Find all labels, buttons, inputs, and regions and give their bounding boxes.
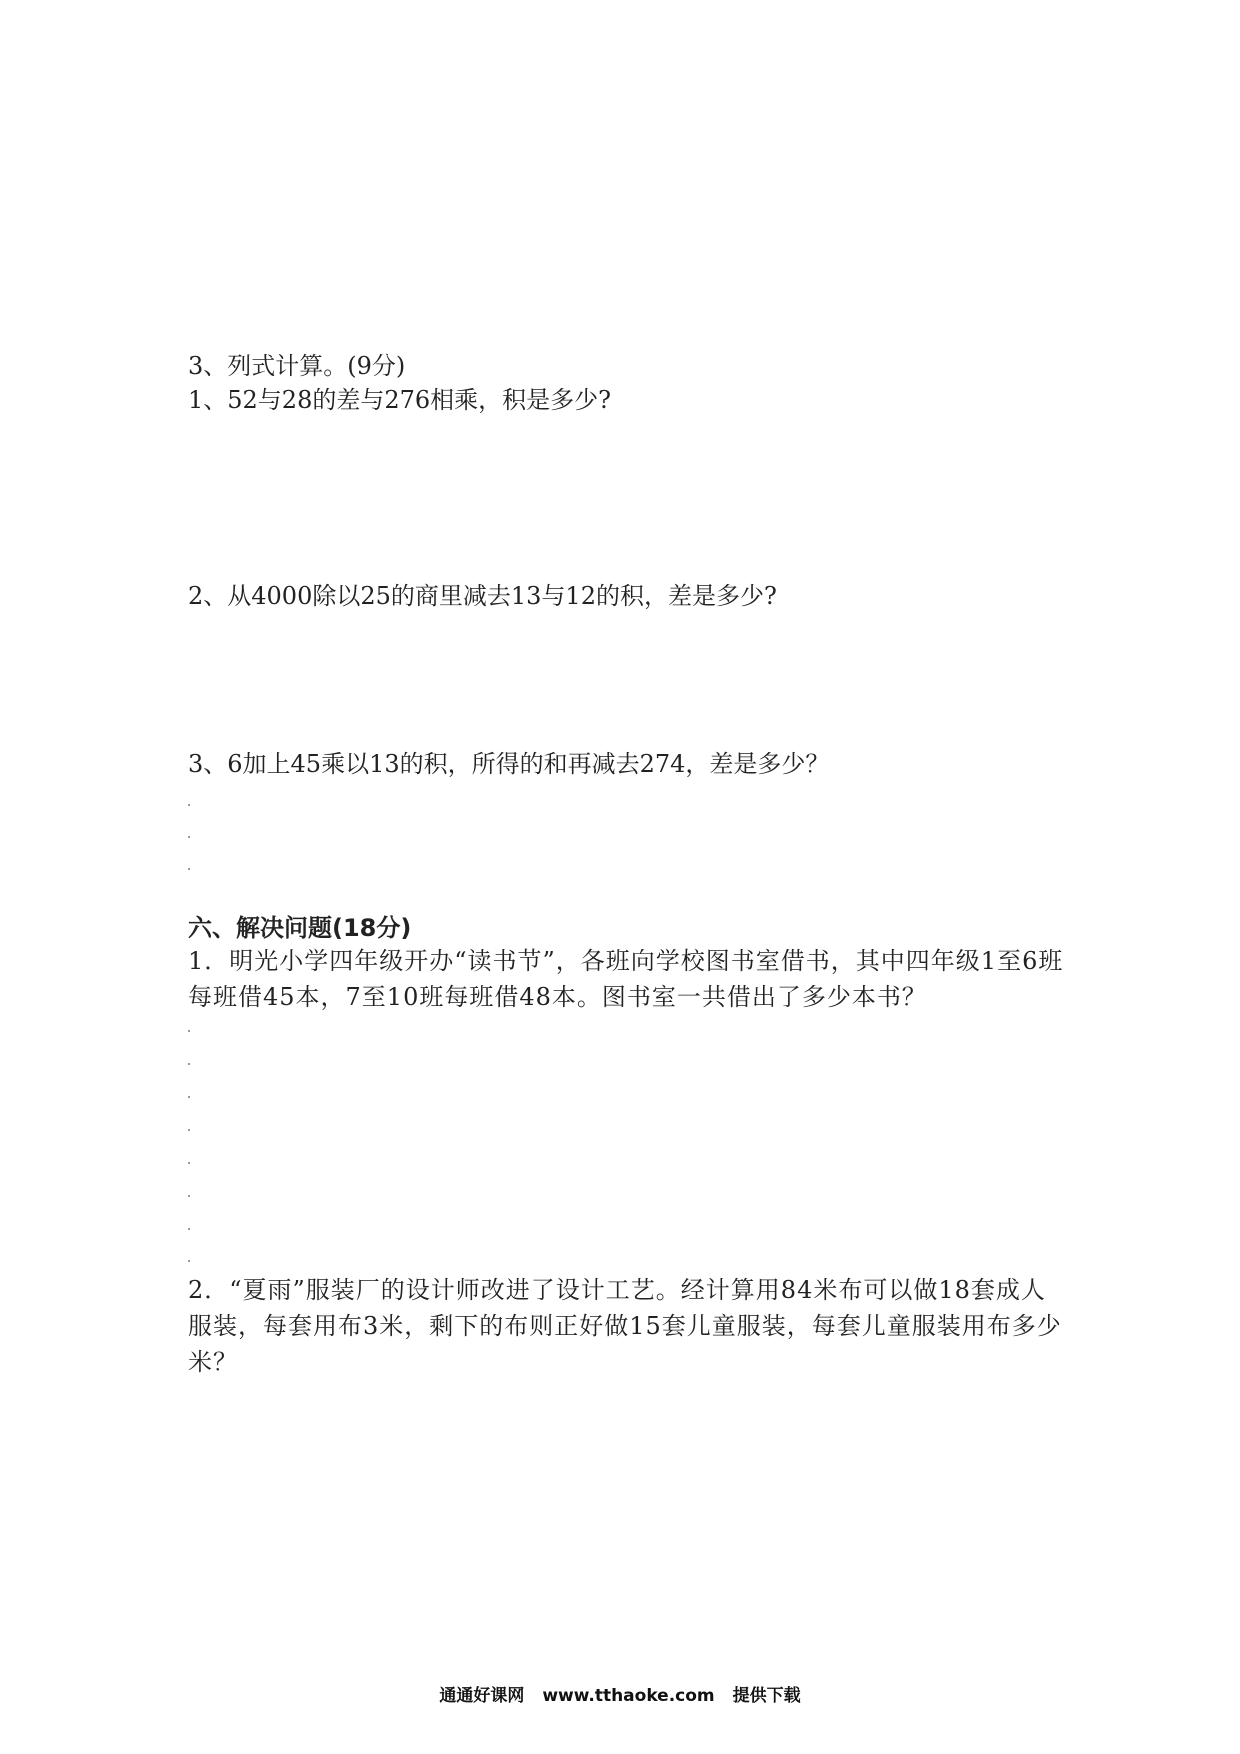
problem-2: 2．“夏雨”服装厂的设计师改进了设计工艺。经计算用84米布可以做18套成人服装，每套用布3米，剩下的布则正好做15套儿童服装，每套儿童服装用布多少米？: [188, 1276, 1062, 1376]
section-6-title: 六、解决问题(18分): [188, 914, 412, 942]
blank-line-marker: [188, 868, 190, 870]
footer-tail: 提供下载: [732, 1686, 801, 1706]
question-2: 2、从4000除以25的商里减去13与12的积，差是多少?: [188, 582, 777, 610]
blank-line-marker: [188, 836, 190, 838]
footer-url: www.tthaoke.com: [542, 1686, 715, 1706]
blank-line-marker: [188, 1260, 190, 1262]
footer-site: 通通好课网: [439, 1686, 525, 1706]
blank-line-marker: [188, 1096, 190, 1098]
question-1: 1、52与28的差与276相乘，积是多少?: [188, 386, 612, 414]
question-3: 3、6加上45乘以13的积，所得的和再减去274，差是多少？: [188, 750, 830, 778]
blank-line-marker: [188, 1129, 190, 1131]
blank-line-marker: [188, 1195, 190, 1197]
section-3-title: 3、列式计算。(9分): [188, 352, 406, 380]
blank-line-marker: [188, 1063, 190, 1065]
problem-1: 1．明光小学四年级开办“读书节”，各班向学校图书室借书，其中四年级1至6班每班借45本，7至10班每班借48本。图书室一共借出了多少本书？: [188, 947, 1064, 1011]
blank-line-marker: [188, 1228, 190, 1230]
footer: [0, 1681, 1240, 1706]
blank-line-marker: [188, 1030, 190, 1032]
blank-line-marker: [188, 1162, 190, 1164]
blank-line-marker: [188, 804, 190, 806]
